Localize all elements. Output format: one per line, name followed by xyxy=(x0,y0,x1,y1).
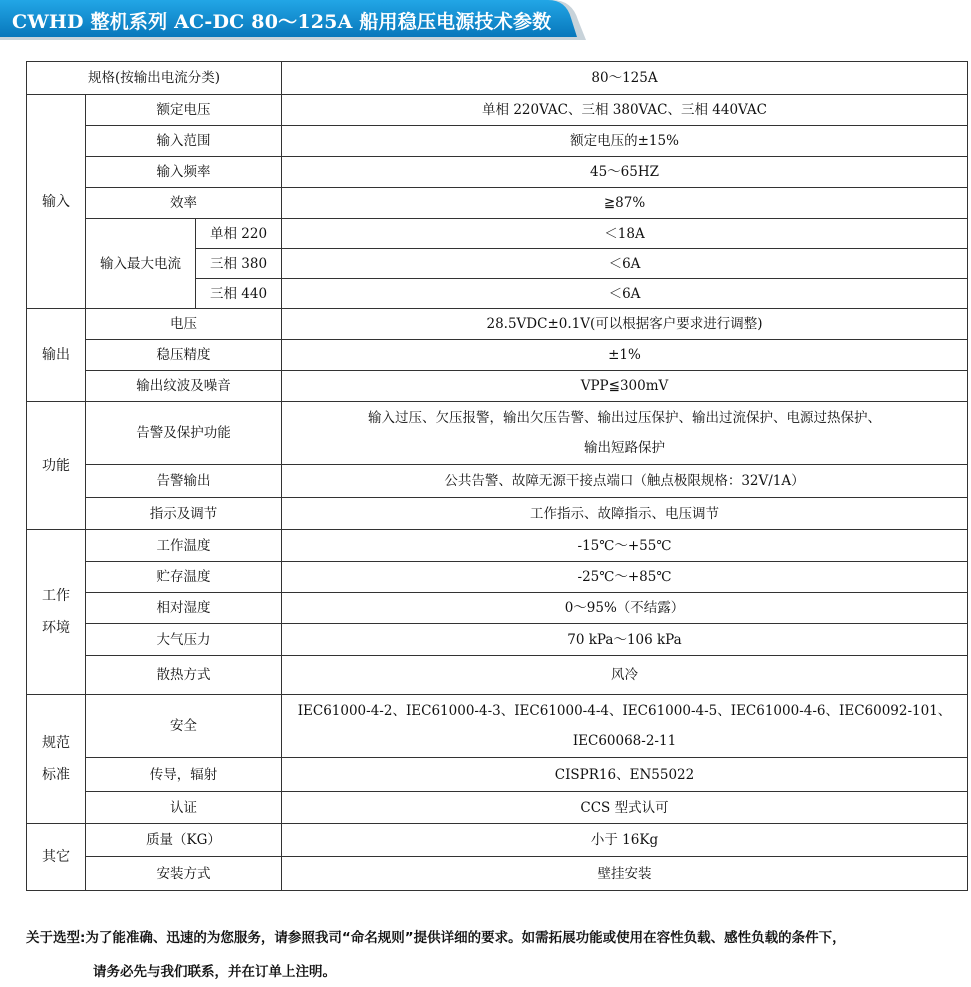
group-environment-line: 环境 xyxy=(42,620,70,636)
input-freq-value: 45～65HZ xyxy=(282,157,968,188)
table-row xyxy=(27,157,968,188)
alarm-value-line: 输入过压、欠压报警，输出欠压告警、输出过压保护、输出过流保护、电源过热保护、 xyxy=(368,410,881,426)
install-label: 安装方式 xyxy=(86,857,282,891)
alarm-output-label: 告警输出 xyxy=(86,465,282,498)
table-row xyxy=(27,792,968,824)
humidity-label: 相对湿度 xyxy=(86,593,282,624)
group-standard-line: 规范 xyxy=(42,735,70,751)
table-row xyxy=(27,824,968,857)
input-freq-label: 输入频率 xyxy=(86,157,282,188)
ripple-value: VPP≦300mV xyxy=(282,371,968,402)
safety-value-line: IEC61000-4-2、IEC61000-4-3、IEC61000-4-4、IEC61000-4-5、IEC61000-4-6、IEC60092-101、 xyxy=(297,703,952,719)
table-row xyxy=(27,402,968,465)
max-current-value: ＜6A xyxy=(282,279,968,309)
group-output: 输出 xyxy=(27,309,86,402)
selection-note-line: 请务必先与我们联系，并在订单上注明。 xyxy=(93,964,336,980)
storage-temp-value: -25℃～+85℃ xyxy=(282,562,968,593)
cooling-label: 散热方式 xyxy=(86,656,282,695)
group-other: 其它 xyxy=(27,824,86,891)
title-banner xyxy=(0,0,590,40)
safety-value xyxy=(282,695,968,758)
table-row xyxy=(27,498,968,530)
alarm-output-value: 公共告警、故障无源干接点端口（触点极限规格：32V/1A） xyxy=(282,465,968,498)
precision-value: ±1% xyxy=(282,340,968,371)
install-value: 壁挂安装 xyxy=(282,857,968,891)
cert-value: CCS 型式认可 xyxy=(282,792,968,824)
max-current-label: 输入最大电流 xyxy=(86,219,196,309)
table-row xyxy=(27,371,968,402)
emc-value: CISPR16、EN55022 xyxy=(282,758,968,792)
table-row xyxy=(27,593,968,624)
weight-value: 小于 16Kg xyxy=(282,824,968,857)
humidity-value: 0～95%（不结露） xyxy=(282,593,968,624)
pressure-label: 大气压力 xyxy=(86,624,282,656)
work-temp-label: 工作温度 xyxy=(86,530,282,562)
efficiency-value: ≧87% xyxy=(282,188,968,219)
table-row xyxy=(27,340,968,371)
table-row xyxy=(27,465,968,498)
group-standard-line: 标准 xyxy=(42,767,70,783)
max-current-value: ＜18A xyxy=(282,219,968,249)
table-row xyxy=(27,695,968,758)
cooling-value: 风冷 xyxy=(282,656,968,695)
page-title: CWHD 整机系列 AC-DC 80～125A 船用稳压电源技术参数 xyxy=(12,11,552,33)
indicator-value: 工作指示、故障指示、电压调节 xyxy=(282,498,968,530)
safety-label: 安全 xyxy=(86,695,282,758)
rated-voltage-label: 额定电压 xyxy=(86,95,282,126)
table-row xyxy=(27,857,968,891)
table-row xyxy=(27,656,968,695)
storage-temp-label: 贮存温度 xyxy=(86,562,282,593)
spec-label: 规格(按输出电流分类) xyxy=(27,62,282,95)
group-environment xyxy=(27,530,86,695)
table-row xyxy=(27,562,968,593)
input-range-value: 额定电压的±15% xyxy=(282,126,968,157)
alarm-value-line: 输出短路保护 xyxy=(584,440,665,456)
output-voltage-value: 28.5VDC±0.1V(可以根据客户要求进行调整) xyxy=(282,309,968,340)
group-input: 输入 xyxy=(27,95,86,309)
cert-label: 认证 xyxy=(86,792,282,824)
table-row xyxy=(27,219,968,249)
output-voltage-label: 电压 xyxy=(86,309,282,340)
max-current-sub-label: 单相 220 xyxy=(196,219,282,249)
table-row xyxy=(27,126,968,157)
table-row xyxy=(27,188,968,219)
table-row xyxy=(27,62,968,95)
table-row xyxy=(27,309,968,340)
selection-note-line: 关于选型:为了能准确、迅速的为您服务，请参照我司“命名规则”提供详细的要求。如需拓展功能或使用在容性负载、感性负载的条件下， xyxy=(26,930,846,946)
max-current-sub-label: 三相 440 xyxy=(196,279,282,309)
max-current-value: ＜6A xyxy=(282,249,968,279)
safety-value-line: IEC60068-2-11 xyxy=(572,733,677,749)
spec-table xyxy=(26,61,968,891)
group-function: 功能 xyxy=(27,402,86,530)
selection-note xyxy=(26,929,971,981)
input-range-label: 输入范围 xyxy=(86,126,282,157)
pressure-value: 70 kPa～106 kPa xyxy=(282,624,968,656)
spec-value: 80～125A xyxy=(282,62,968,95)
table-row xyxy=(27,758,968,792)
group-environment-line: 工作 xyxy=(42,588,70,604)
work-temp-value: -15℃～+55℃ xyxy=(282,530,968,562)
max-current-sub-label: 三相 380 xyxy=(196,249,282,279)
weight-label: 质量（KG） xyxy=(86,824,282,857)
precision-label: 稳压精度 xyxy=(86,340,282,371)
alarm-label: 告警及保护功能 xyxy=(86,402,282,465)
emc-label: 传导，辐射 xyxy=(86,758,282,792)
table-row xyxy=(27,95,968,126)
table-row xyxy=(27,530,968,562)
rated-voltage-value: 单相 220VAC、三相 380VAC、三相 440VAC xyxy=(282,95,968,126)
indicator-label: 指示及调节 xyxy=(86,498,282,530)
ripple-label: 输出纹波及噪音 xyxy=(86,371,282,402)
table-row xyxy=(27,624,968,656)
alarm-value xyxy=(282,402,968,465)
group-standard xyxy=(27,695,86,824)
efficiency-label: 效率 xyxy=(86,188,282,219)
